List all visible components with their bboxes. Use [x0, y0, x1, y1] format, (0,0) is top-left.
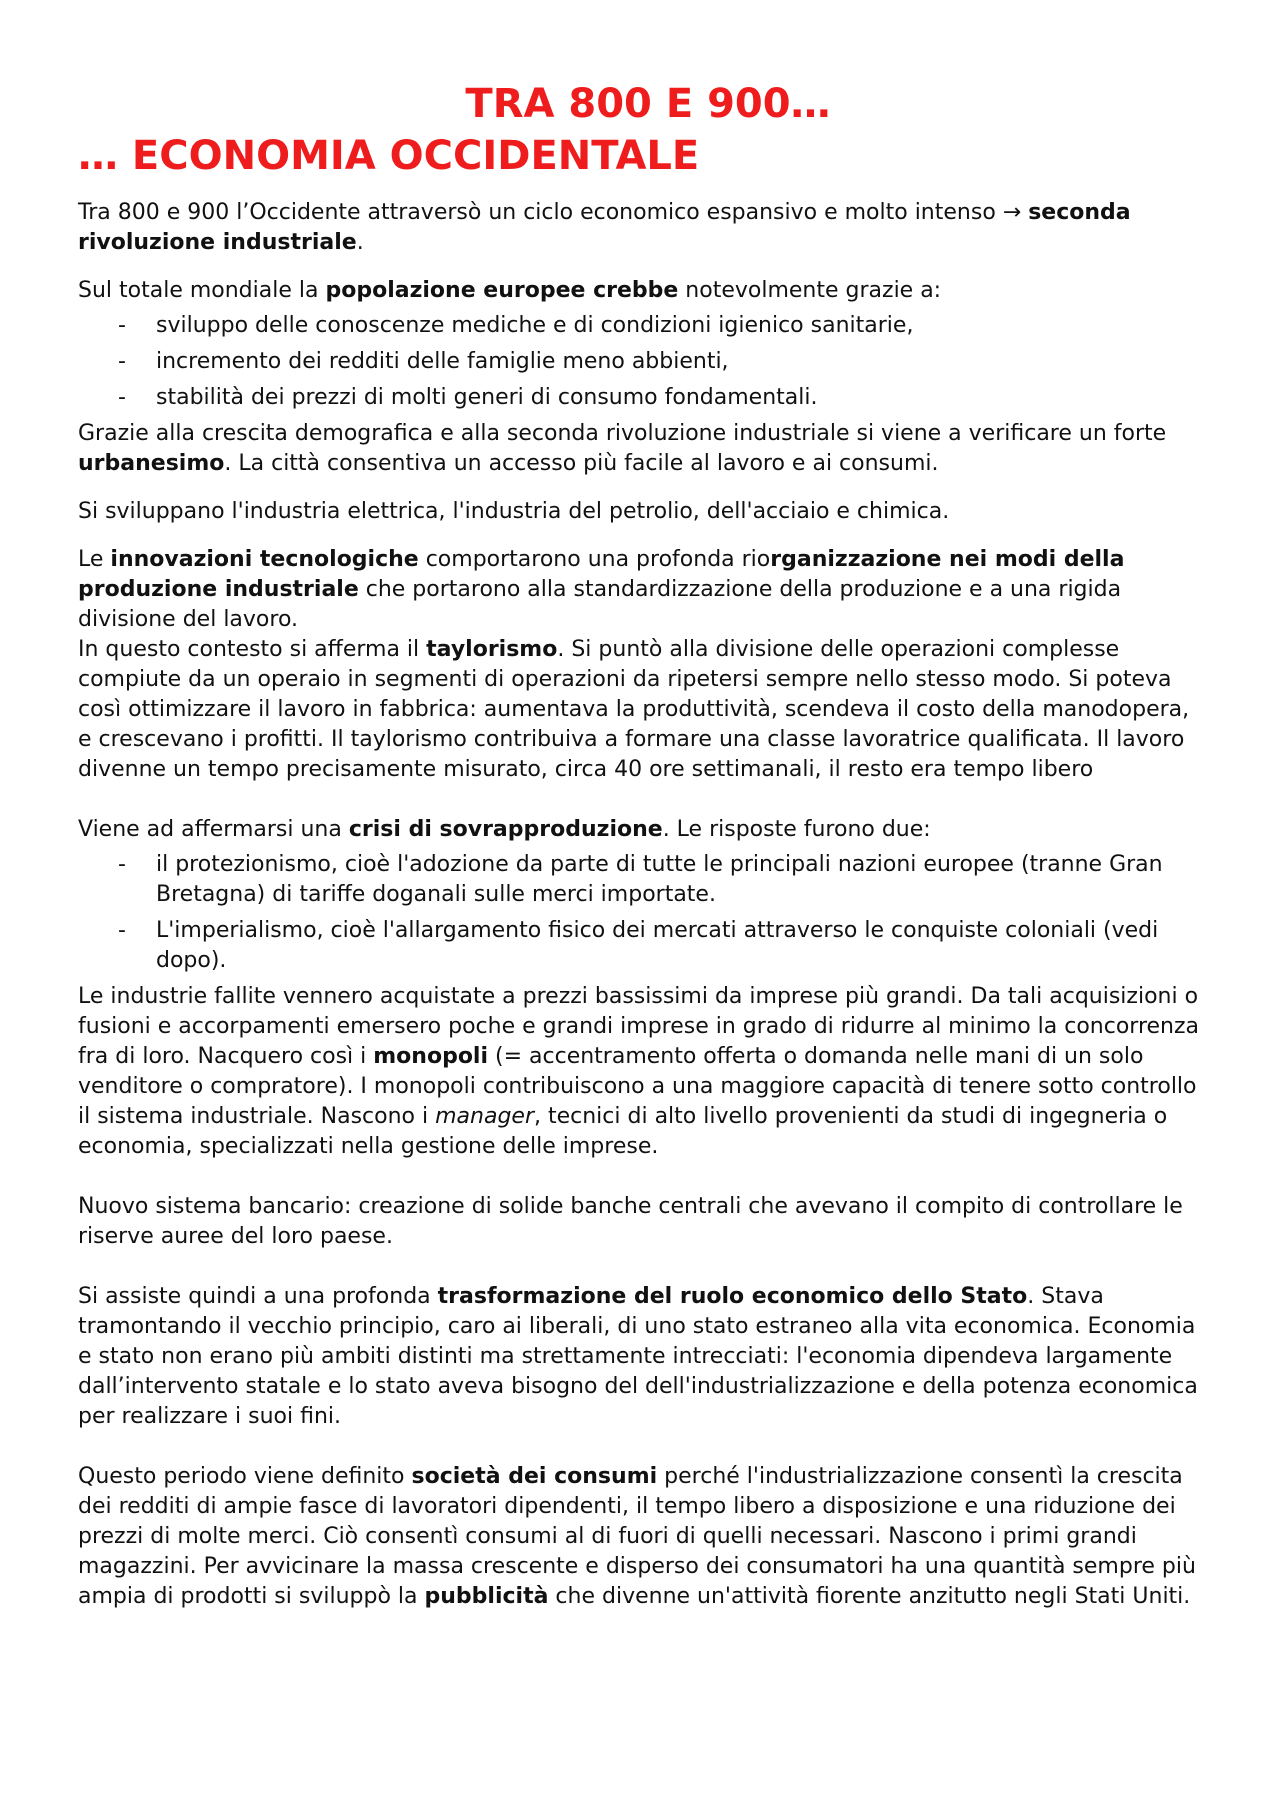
list-item: - stabilità dei prezzi di molti generi di consumo fondamentali.: [78, 383, 1208, 413]
paragraph-urbanism: Grazie alla crescita demografica e alla seconda rivoluzione industriale si viene a verificare un forte urbanesimo. La città consentiva un accesso più facile al lavoro e ai consumi.: [78, 421, 1167, 476]
paragraph-crisis: Viene ad affermarsi una crisi di sovrapproduzione. Le risposte furono due:: [78, 817, 931, 842]
list-item: - incremento dei redditi delle famiglie meno abbienti,: [78, 347, 1208, 377]
paragraph-taylorism: In questo contesto si afferma il taylorismo. Si puntò alla divisione delle operazioni complesse compiute da un operaio in segmenti di operazioni da ripetersi sempre nello stesso modo. Si poteva così ottimizzare il lavoro in fabbrica: aumentava la produttività, scendeva il costo della manodopera, e crescevano i profitti. Il taylorismo contribuiva a formare una classe lavoratrice qualificata. Il lavoro divenne un tempo precisamente misurato, circa 40 ore settimanali, il resto era tempo libero: [78, 637, 1190, 782]
crisis-responses-list: [78, 850, 1208, 976]
list-item: - L'imperialismo, cioè l'allargamento fisico dei mercati attraverso le conquiste coloniali (vedi dopo).: [78, 916, 1208, 976]
section-title: … ECONOMIA OCCIDENTALE: [78, 133, 700, 179]
paragraph-state-role: Si assiste quindi a una profonda trasformazione del ruolo economico dello Stato. Stava tramontando il vecchio principio, caro ai liberali, di uno stato estraneo alla vita economica. Economia e stato non erano più ambiti distinti ma strettamente intrecciati: l'economia dipendeva largamente dall’intervento statale e lo stato aveva bisogno del dell'industrializzazione e della potenza economica per realizzare i suoi fini.: [78, 1284, 1198, 1429]
key-term: innovazioni tecnologiche: [110, 547, 419, 572]
key-term: urbanesimo: [78, 451, 225, 476]
key-term: trasformazione del ruolo economico dello Stato: [437, 1284, 1028, 1309]
key-term: crisi di sovrapproduzione: [348, 817, 663, 842]
paragraph-population: Sul totale mondiale la popolazione europee crebbe notevolmente grazie a:: [78, 278, 942, 303]
key-term: popolazione europee crebbe: [325, 278, 679, 303]
paragraph-banking: Nuovo sistema bancario: creazione di solide banche centrali che avevano il compito di controllare le riserve auree del loro paese.: [78, 1194, 1183, 1249]
page-title: TRA 800 E 900…: [465, 81, 831, 127]
key-term: pubblicità: [424, 1584, 549, 1609]
key-term: società dei consumi: [411, 1464, 658, 1489]
list-item: - sviluppo delle conoscenze mediche e di condizioni igienico sanitarie,: [78, 311, 1208, 341]
italic-term: manager: [435, 1104, 534, 1129]
key-term: seconda rivoluzione industriale: [78, 200, 1131, 255]
list-item: - il protezionismo, cioè l'adozione da parte di tutte le principali nazioni europee (tranne Gran Bretagna) di tariffe doganali sulle merci importate.: [78, 850, 1208, 910]
paragraph-intro: Tra 800 e 900 l’Occidente attraversò un ciclo economico espansivo e molto intenso → seconda rivoluzione industriale.: [78, 200, 1131, 255]
paragraph-industries: Si sviluppano l'industria elettrica, l'industria del petrolio, dell'acciaio e chimica.: [78, 499, 950, 524]
key-term: taylorismo: [426, 637, 558, 662]
key-term: rganizzazione nei modi della produzione industriale: [78, 547, 1125, 602]
document-body: [78, 198, 1208, 1612]
population-causes-list: [78, 311, 1208, 413]
paragraph-monopolies: Le industrie fallite vennero acquistate a prezzi bassissimi da imprese più grandi. Da tali acquisizioni o fusioni e accorpamenti emersero poche e grandi imprese in grado di ridurre al minimo la concorrenza fra di loro. Nacquero così i monopoli (= accentramento offerta o domanda nelle mani di un solo venditore o compratore). I monopoli contribuiscono a una maggiore capacità di tenere sotto controllo il sistema industriale. Nascono i manager, tecnici di alto livello provenienti da studi di ingegneria o economia, specializzati nella gestione delle imprese.: [78, 984, 1200, 1159]
paragraph-innovations: Le innovazioni tecnologiche comportarono una profonda riorganizzazione nei modi della produzione industriale che portarono alla standardizzazione della produzione e a una rigida divisione del lavoro.: [78, 547, 1125, 632]
key-term: monopoli: [373, 1044, 489, 1069]
paragraph-consumer-society: Questo periodo viene definito società dei consumi perché l'industrializzazione consentì la crescita dei redditi di ampie fasce di lavoratori dipendenti, il tempo libero a disposizione e una riduzione dei prezzi di molte merci. Ciò consentì consumi al di fuori di quelli necessari. Nascono i primi grandi magazzini. Per avvicinare la massa crescente e disperso dei consumatori ha una quantità sempre più ampia di prodotti si sviluppò la pubblicità che divenne un'attività fiorente anzitutto negli Stati Uniti.: [78, 1464, 1196, 1609]
